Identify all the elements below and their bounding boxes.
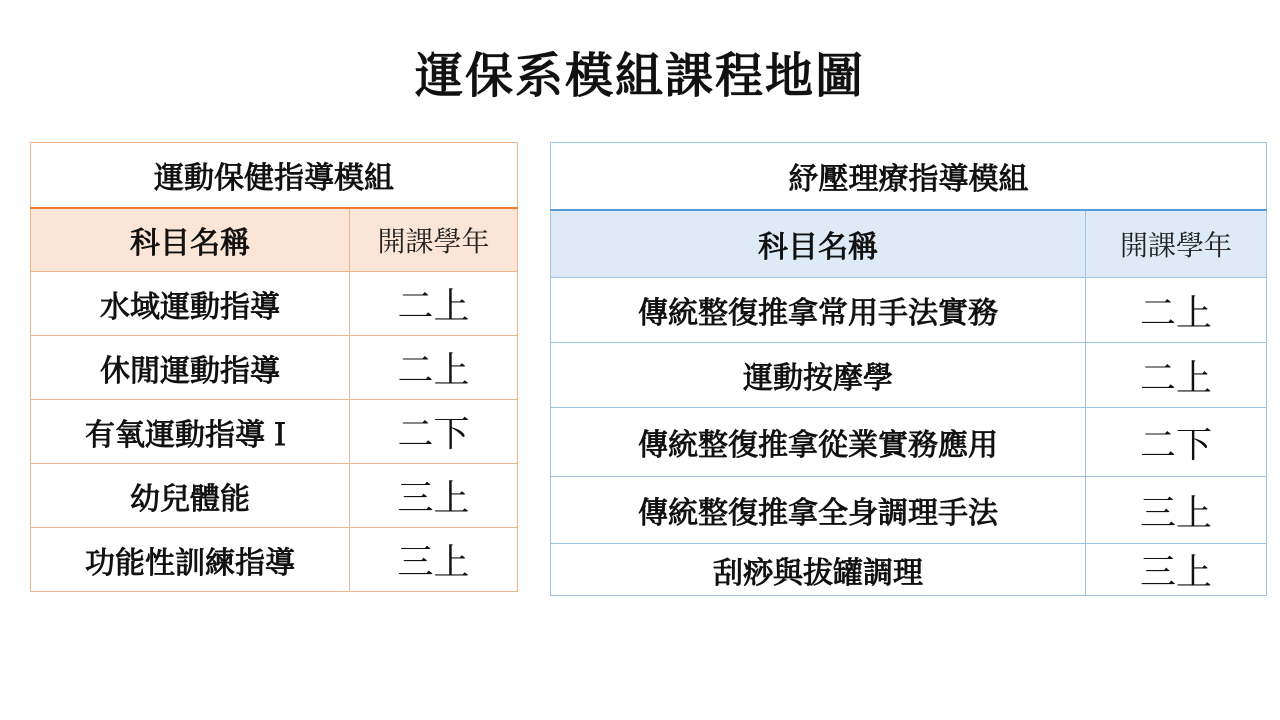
course-year: 二下 — [1086, 408, 1267, 477]
table-row — [31, 528, 518, 592]
course-year: 二上 — [350, 272, 518, 336]
module-title: 運動保健指導模組 — [31, 143, 518, 209]
column-header-course: 科目名稱 — [31, 208, 350, 272]
column-header-year: 開課學年 — [1086, 210, 1267, 278]
table-row — [551, 408, 1267, 477]
course-year: 二上 — [1086, 343, 1267, 408]
module-title: 紓壓理療指導模組 — [551, 143, 1267, 211]
course-name: 刮痧與拔罐調理 — [551, 544, 1086, 596]
course-year: 二上 — [350, 336, 518, 400]
course-name: 傳統整復推拿常用手法實務 — [551, 278, 1086, 343]
relief-therapy-module-table — [550, 142, 1267, 596]
course-name: 休閒運動指導 — [31, 336, 350, 400]
table-row — [31, 336, 518, 400]
course-name: 水域運動指導 — [31, 272, 350, 336]
sports-health-module-table — [30, 142, 518, 592]
page-title: 運保系模組課程地圖 — [414, 48, 865, 104]
course-year: 三上 — [1086, 477, 1267, 544]
table-title-row — [31, 143, 518, 209]
table-row — [31, 400, 518, 464]
course-name: 傳統整復推拿全身調理手法 — [551, 477, 1086, 544]
course-year: 三上 — [1086, 544, 1267, 596]
table-row — [31, 272, 518, 336]
table-row — [551, 278, 1267, 343]
column-header-year: 開課學年 — [350, 208, 518, 272]
course-name: 運動按摩學 — [551, 343, 1086, 408]
table-header-row — [551, 210, 1267, 278]
course-name: 有氧運動指導Ｉ — [31, 400, 350, 464]
table-row — [551, 343, 1267, 408]
column-header-course: 科目名稱 — [551, 210, 1086, 278]
table-row — [31, 464, 518, 528]
table-header-row — [31, 208, 518, 272]
course-year: 二上 — [1086, 278, 1267, 343]
course-name: 傳統整復推拿從業實務應用 — [551, 408, 1086, 477]
course-year: 三上 — [350, 464, 518, 528]
course-name: 功能性訓練指導 — [31, 528, 350, 592]
table-row — [551, 544, 1267, 596]
course-name: 幼兒體能 — [31, 464, 350, 528]
course-year: 三上 — [350, 528, 518, 592]
table-title-row — [551, 143, 1267, 211]
table-row — [551, 477, 1267, 544]
course-year: 二下 — [350, 400, 518, 464]
